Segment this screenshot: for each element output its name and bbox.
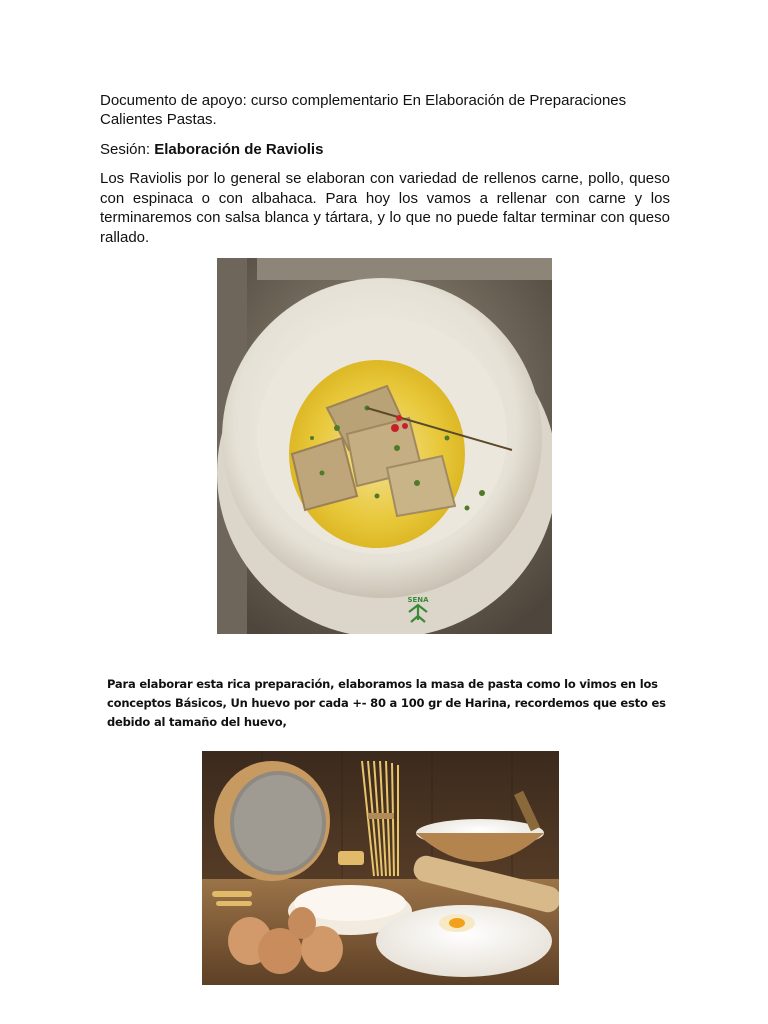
svg-text:SENA: SENA [407, 596, 429, 604]
session-label: Sesión: [100, 141, 151, 158]
document-header: Documento de apoyo: curso complementario En Elaboración de Preparaciones Calientes Pastas. [100, 92, 627, 128]
method-paragraph: Para elaborar esta rica preparación, elaboramos la masa de pasta como lo vimos en los conceptos Básicos, Un huevo por cada +- 80 a 100 gr de Harina, recordemos que esto es debido al tamaño del huevo, [107, 677, 666, 729]
intro-paragraph: Los Raviolis por lo general se elaboran con variedad de rellenos carne, pollo, queso con espinaca o con albahaca. Para hoy los vamos a rellenar con carne y los terminaremos con salsa blanca y tártara, y lo que no puede faltar terminar con queso rallado. [100, 170, 670, 246]
session-title: Elaboración de Raviolis [154, 141, 324, 158]
session-line [100, 140, 670, 159]
raviolis-plate-photo [217, 258, 552, 634]
pasta-ingredients-photo [202, 751, 559, 985]
